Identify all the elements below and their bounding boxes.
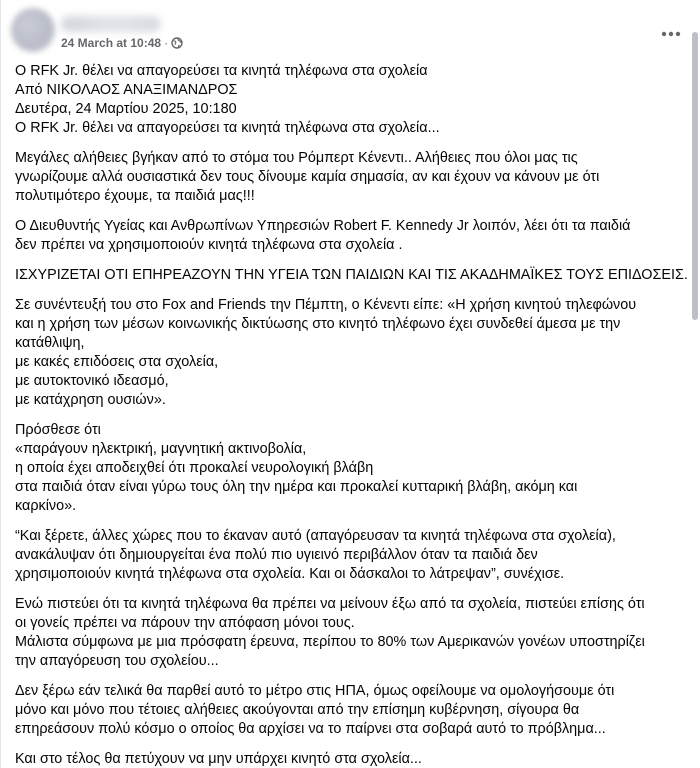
post-text-line: ΙΣΧΥΡΙΖΕΤΑΙ ΟΤΙ ΕΠΗΡΕΑΖΟΥΝ ΤΗΝ ΥΓΕΙΑ ΤΩΝ ΠΑΙΔΙΩΝ ΚΑΙ ΤΙΣ ΑΚΑΔΗΜΑΪΚΕΣ ΤΟΥΣ ΕΠΙΔΟΣΕΙΣ. xyxy=(15,267,688,283)
post-text-line: και η χρήση των μέσων κοινωνικής δικτύωσης στο κινητό τηλέφωνο έχει συνδεθεί άμεσα με την xyxy=(15,316,621,332)
post-text-line: Ενώ πιστεύει ότι τα κινητά τηλέφωνα θα πρέπει να μείνουν έξω από τα σχολεία, πιστεύει επίσης ότι xyxy=(15,596,645,612)
post-text-line: Ο RFK Jr. θέλει να απαγορεύσει τα κινητά τηλέφωνα στα σχολεία xyxy=(15,63,428,79)
post-paragraph xyxy=(15,296,687,410)
post-paragraph xyxy=(15,595,687,671)
paragraph-gap xyxy=(15,285,687,296)
post-text-line: Και στο τέλος θα πετύχουν να μην υπάρχει κινητό στα σχολεία... xyxy=(15,751,422,767)
paragraph-gap xyxy=(15,255,687,266)
post-paragraph xyxy=(15,149,687,206)
post-text-line: κατάθλιψη, xyxy=(15,335,85,351)
post-text-line: “Και ξέρετε, άλλες χώρες που το έκαναν αυτό (απαγόρευσαν τα κινητά τηλέφωνα στα σχολεία), xyxy=(15,528,616,544)
post-paragraph xyxy=(15,527,687,584)
post-paragraph xyxy=(15,682,687,739)
post-text xyxy=(15,62,687,768)
post-text-line: η οποία έχει αποδειχθεί ότι προκαλεί νευρολογική βλάβη xyxy=(15,460,374,476)
post-text-line: χρησιμοποιούν κινητά τηλέφωνα στα σχολεία. Και οι δάσκαλοι το λάτρεψαν”, συνέχισε. xyxy=(15,566,565,582)
paragraph-gap xyxy=(15,138,687,149)
post-text-line: με αυτοκτονικό ιδεασμό, xyxy=(15,373,169,389)
post-text-line: «παράγουν ηλεκτρική, μαγνητική ακτινοβολία, xyxy=(15,441,307,457)
post-header xyxy=(1,0,700,60)
post-text-line: δεν πρέπει να χρησιμοποιούν κινητά τηλέφωνα στα σχολεία . xyxy=(15,237,403,253)
post-text-line: γνωρίζουμε αλλά ουσιαστικά δεν τους δίνουμε καμία σημασία, αν και έχουν να κάνουν με ότι xyxy=(15,169,600,185)
post-text-line: Από ΝΙΚΟΛΑΟΣ ΑΝΑΞΙΜΑΝΔΡΟΣ xyxy=(15,82,238,98)
avatar[interactable] xyxy=(11,8,55,52)
post-text-line: μόνο και μόνο που τέτοιες αλήθειες ακούγονται από την επίσημη κυβέρνηση, σίγουρα θα xyxy=(15,702,580,718)
post-text-line: Μεγάλες αλήθειες βγήκαν από το στόμα του Ρόμπερτ Κένεντι.. Αλήθειες που όλοι μας τις xyxy=(15,150,578,166)
more-options-icon[interactable] xyxy=(657,20,685,48)
post-meta xyxy=(61,36,183,50)
post-text-line: επηρεάσουν πολύ κόσμο ο οποίος θα αρχίσει να το παίρνει στα σοβαρά αυτό το πρόβλημα... xyxy=(15,721,606,737)
post-text-line: Μάλιστα σύμφωνα με μια πρόσφατη έρευνα, περίπου το 80% των Αμερικανών γονέων υποστηρίζει xyxy=(15,634,645,650)
post-timestamp[interactable]: 24 March at 10:48 xyxy=(61,36,162,50)
post-text-line: Ο Διευθυντής Υγείας και Ανθρωπίνων Υπηρεσιών Robert F. Kennedy Jr λοιπόν, λέει ότι τα παιδιά xyxy=(15,218,631,234)
post-text-line: Πρόσθεσε ότι xyxy=(15,422,101,438)
post-paragraph xyxy=(15,62,687,138)
scrollbar-thumb[interactable] xyxy=(692,32,698,320)
paragraph-gap xyxy=(15,671,687,682)
post-text-line: Ο RFK Jr. θέλει να απαγορεύσει τα κινητά τηλέφωνα στα σχολεία... xyxy=(15,120,440,136)
meta-separator: · xyxy=(164,36,169,50)
post-text-line: στα παιδιά όταν είναι γύρω τους όλη την ημέρα και προκαλεί κυτταρική βλάβη, ακόμη και xyxy=(15,479,578,495)
post-paragraph xyxy=(15,217,687,255)
post-text-line: Σε συνέντευξή του στο Fox and Friends την Πέμπτη, ο Κένεντι είπε: «Η χρήση κινητού τηλεφώνου xyxy=(15,297,637,313)
paragraph-gap xyxy=(15,206,687,217)
post-text-line: με κατάχρηση ουσιών». xyxy=(15,392,166,408)
paragraph-gap xyxy=(15,516,687,527)
post-paragraph xyxy=(15,266,687,285)
post-paragraph xyxy=(15,750,687,768)
post-text-line: Δευτέρα, 24 Μαρτίου 2025, 10:180 xyxy=(15,101,237,117)
post-text-line: πολυτιμότερο έχουμε, τα παιδιά μας!!! xyxy=(15,188,255,204)
globe-icon[interactable] xyxy=(171,37,183,49)
paragraph-gap xyxy=(15,584,687,595)
author-name-blurred[interactable] xyxy=(61,16,161,32)
post-text-line: με κακές επιδόσεις στα σχολεία, xyxy=(15,354,219,370)
post-text-line: καρκίνο». xyxy=(15,498,77,514)
post-text-line: την απαγόρευση του σχολείου... xyxy=(15,653,219,669)
post-text-line: οι γονείς πρέπει να πάρουν την απόφαση μόνοι τους. xyxy=(15,615,355,631)
post-text-line: Δεν ξέρω εάν τελικά θα παρθεί αυτό το μέτρο στις ΗΠΑ, όμως οφείλουμε να ομολογήσουμε ότι xyxy=(15,683,615,699)
paragraph-gap xyxy=(15,739,687,750)
post-text-line: ανακάλυψαν ότι δημιουργείται ένα πολύ πιο υγιεινό περιβάλλον όταν τα παιδιά δεν xyxy=(15,547,538,563)
paragraph-gap xyxy=(15,410,687,421)
post-paragraph xyxy=(15,421,687,516)
